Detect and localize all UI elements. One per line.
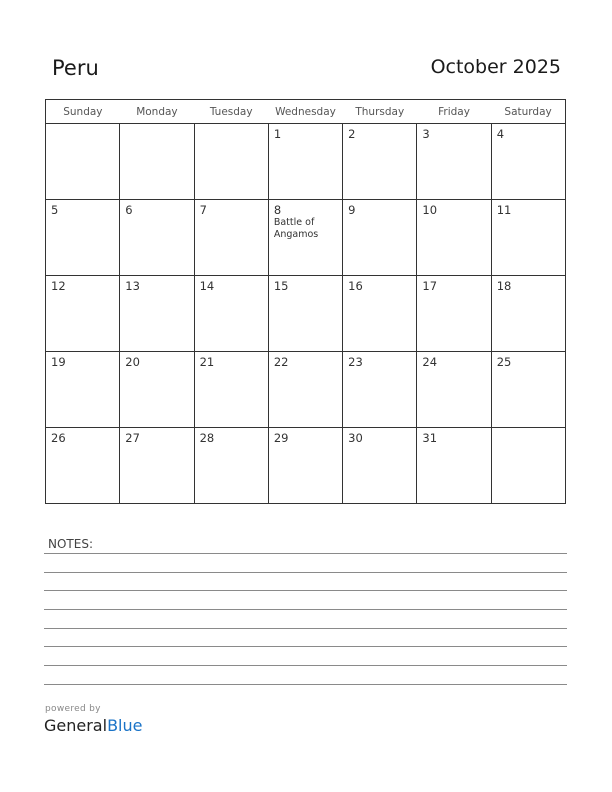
day-number: 16 (348, 279, 363, 293)
day-cell (491, 352, 565, 428)
day-cell (194, 276, 268, 352)
day-number: 2 (348, 127, 356, 141)
day-cell (343, 276, 417, 352)
brand-name-part2: Blue (107, 716, 143, 735)
day-number: 9 (348, 203, 356, 217)
day-cell (268, 200, 342, 276)
weekday-saturday: Saturday (491, 100, 565, 124)
note-line (44, 684, 567, 685)
day-number: 25 (496, 355, 512, 369)
note-line (44, 646, 567, 647)
day-number: 6 (125, 203, 133, 217)
powered-by-text: powered by (45, 704, 101, 714)
day-cell (343, 352, 417, 428)
day-number: 17 (422, 279, 438, 293)
note-line (44, 572, 567, 573)
day-cell (417, 428, 491, 504)
day-number: 30 (348, 431, 363, 445)
brand-name-part1: General (44, 716, 108, 735)
day-cell (120, 124, 194, 200)
day-number: 23 (348, 355, 363, 369)
note-line (44, 628, 567, 629)
notes-label: NOTES: (48, 537, 93, 551)
country-title: Peru (52, 56, 99, 80)
day-cell (46, 428, 120, 504)
day-number: 12 (51, 279, 66, 293)
day-number: 10 (422, 203, 438, 217)
day-number: 15 (273, 279, 289, 293)
note-line (44, 609, 567, 610)
day-number: 1 (273, 127, 282, 141)
day-cell (343, 200, 417, 276)
month-title: October 2025 (430, 56, 561, 78)
day-number: 22 (273, 355, 289, 369)
day-number: 24 (422, 355, 438, 369)
day-cell (417, 352, 491, 428)
day-cell (120, 428, 194, 504)
weekday-monday: Monday (120, 100, 194, 124)
day-number: 28 (199, 431, 215, 445)
week-row (46, 428, 566, 504)
day-cell (491, 124, 565, 200)
holiday-label: Battle of Angamos (273, 217, 319, 240)
day-number: 8 (273, 203, 282, 217)
weekday-tuesday: Tuesday (194, 100, 268, 124)
weekday-friday: Friday (417, 100, 491, 124)
day-cell (268, 124, 342, 200)
weekday-header-row (46, 100, 566, 124)
day-number: 20 (125, 355, 140, 369)
day-number: 31 (422, 431, 438, 445)
day-number: 27 (125, 431, 140, 445)
week-row (46, 276, 566, 352)
weekday-wednesday: Wednesday (268, 100, 342, 124)
day-cell (46, 124, 120, 200)
day-number: 14 (199, 279, 215, 293)
day-number: 4 (496, 127, 505, 141)
day-cell (194, 200, 268, 276)
day-cell (343, 124, 417, 200)
day-cell (268, 276, 342, 352)
day-cell (194, 428, 268, 504)
day-number: 11 (496, 203, 512, 217)
day-cell (194, 124, 268, 200)
note-line (44, 665, 567, 666)
week-row (46, 200, 566, 276)
day-cell (417, 124, 491, 200)
week-row (46, 124, 566, 200)
day-number: 7 (199, 203, 207, 217)
day-cell (491, 200, 565, 276)
day-cell (268, 352, 342, 428)
day-cell (417, 276, 491, 352)
day-cell (120, 276, 194, 352)
day-number: 19 (51, 355, 66, 369)
day-number: 29 (273, 431, 289, 445)
calendar-grid (45, 99, 566, 504)
day-number: 26 (51, 431, 66, 445)
day-cell (46, 200, 120, 276)
day-cell (120, 352, 194, 428)
week-row (46, 352, 566, 428)
day-cell (120, 200, 194, 276)
day-cell (417, 200, 491, 276)
note-line (44, 553, 567, 554)
day-number: 3 (422, 127, 430, 141)
day-number: 13 (125, 279, 140, 293)
day-number: 21 (199, 355, 215, 369)
generalblue-logo (44, 716, 142, 735)
day-cell (268, 428, 342, 504)
day-cell (46, 352, 120, 428)
day-cell (491, 276, 565, 352)
day-number: 18 (496, 279, 512, 293)
weekday-thursday: Thursday (343, 100, 417, 124)
day-cell (194, 352, 268, 428)
day-cell (491, 428, 565, 504)
weekday-sunday: Sunday (46, 100, 120, 124)
note-line (44, 590, 567, 591)
day-cell (46, 276, 120, 352)
day-number: 5 (51, 203, 59, 217)
day-cell (343, 428, 417, 504)
